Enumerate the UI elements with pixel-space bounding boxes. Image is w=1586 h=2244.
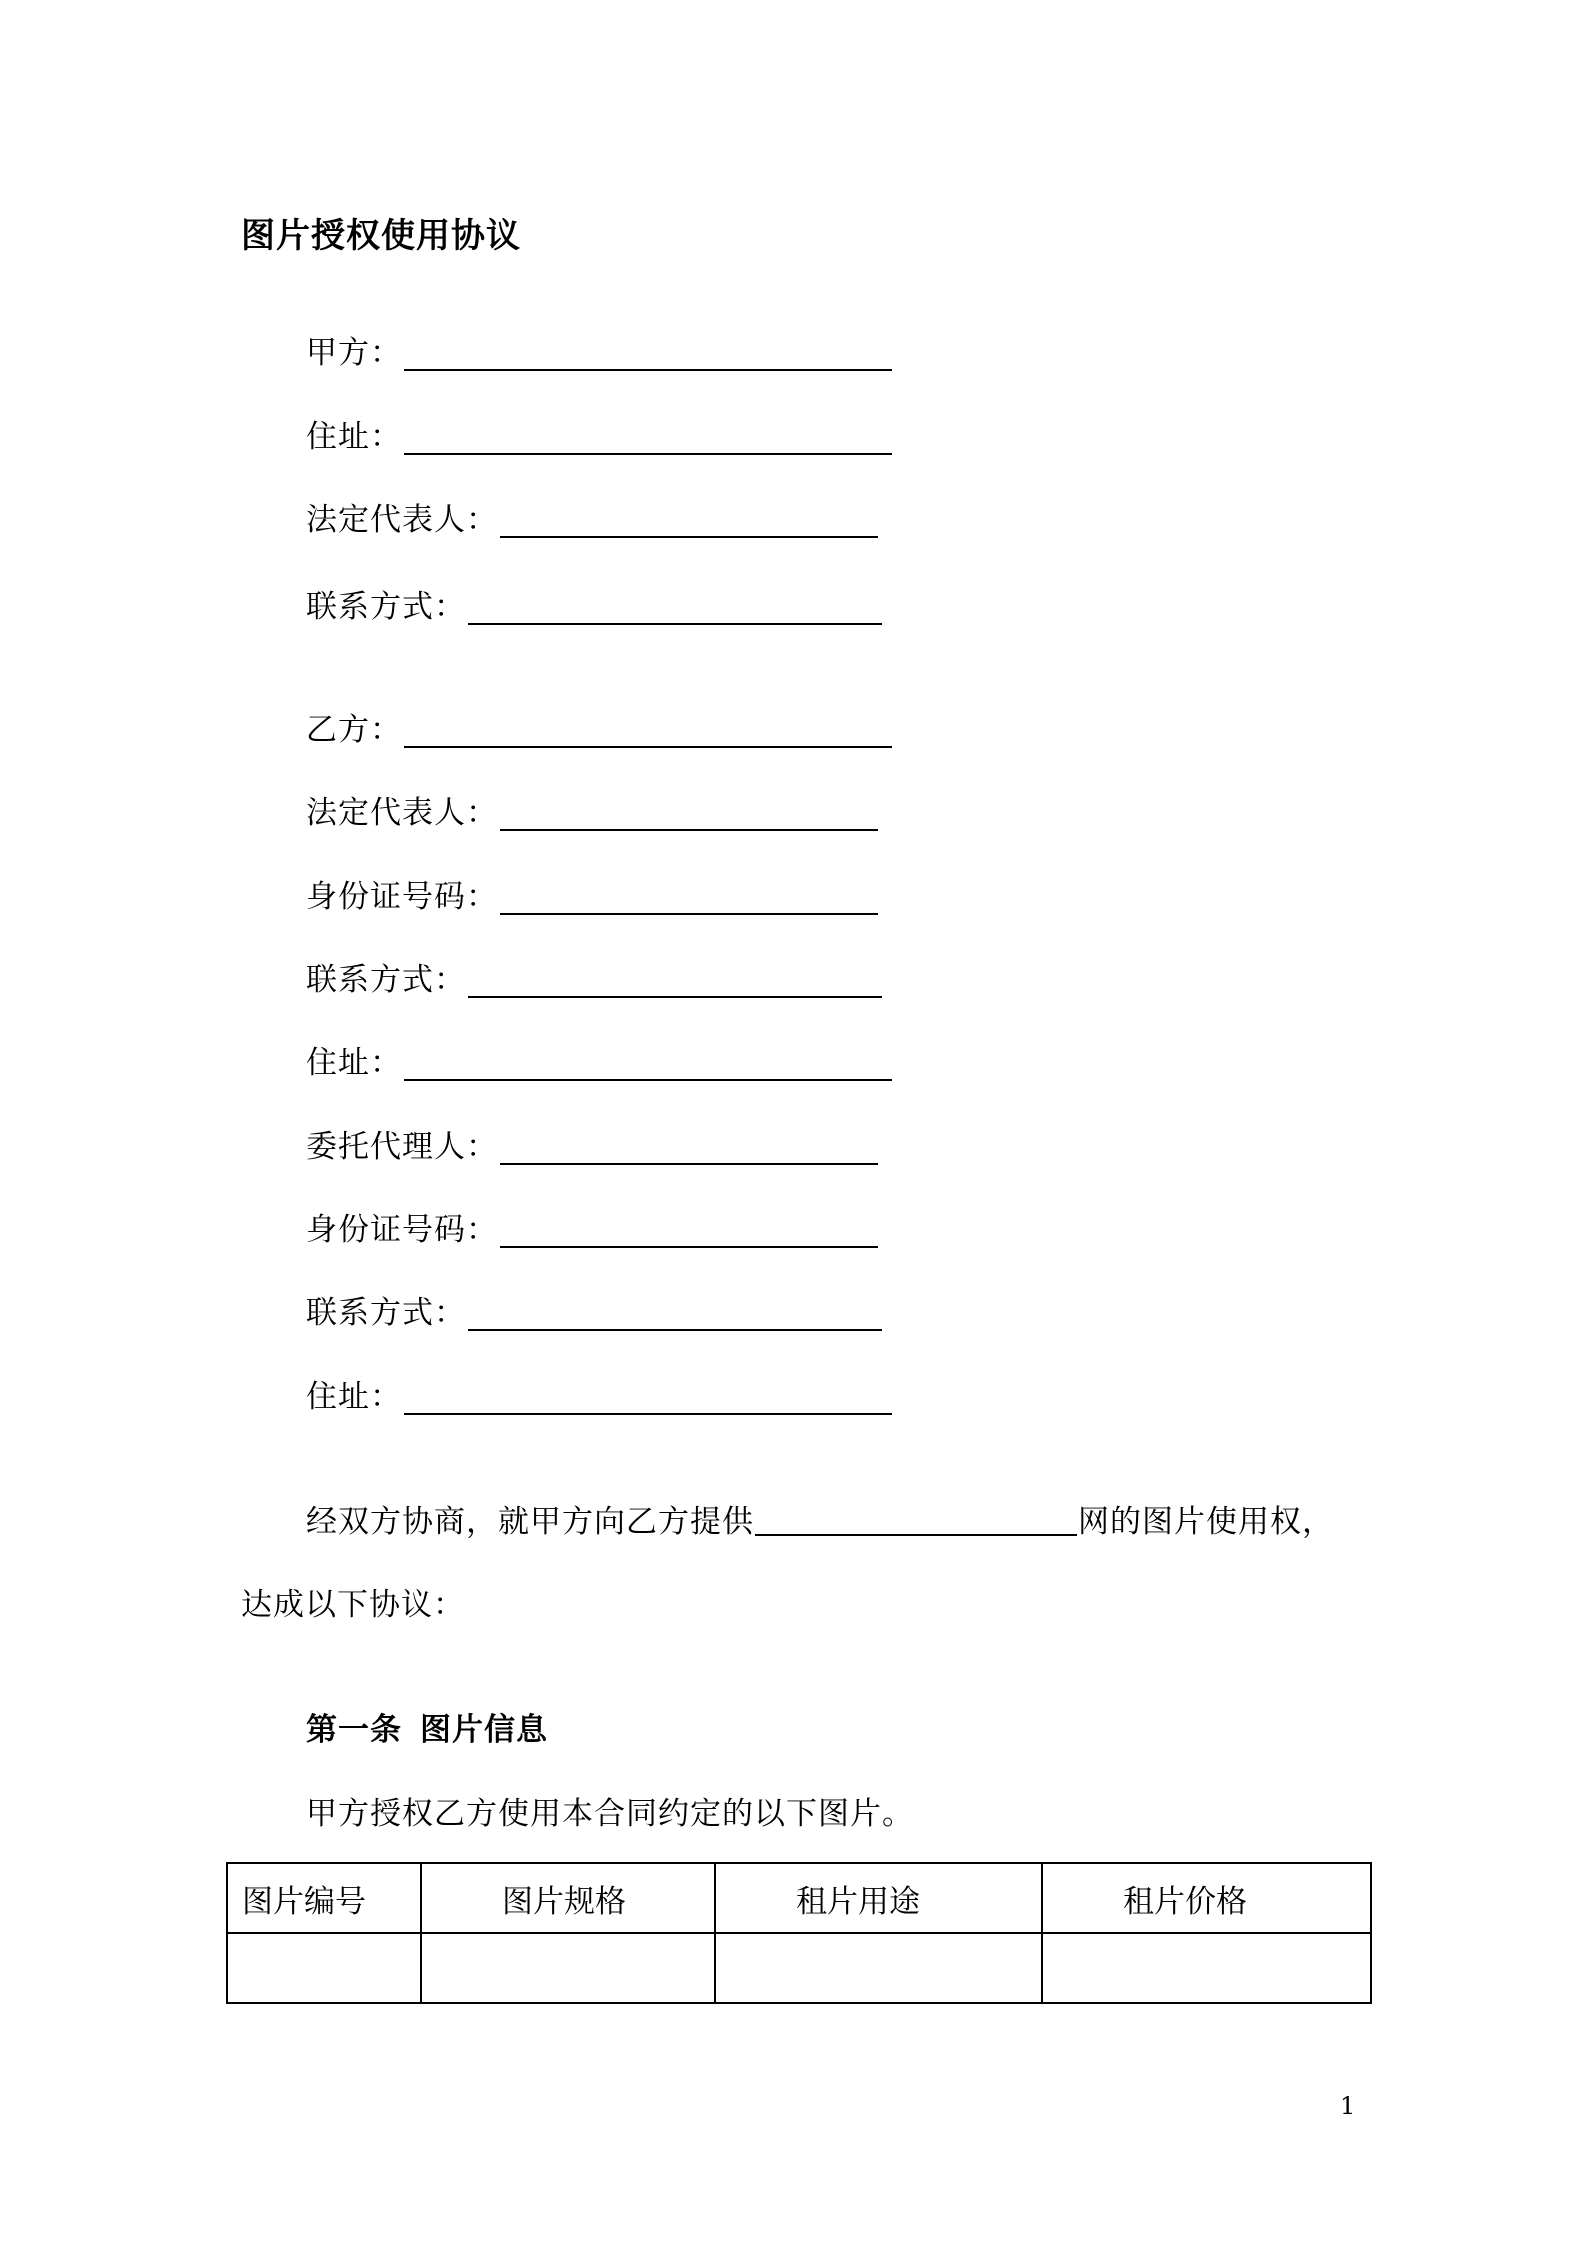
article-1-text: 甲方授权乙方使用本合同约定的以下图片。: [306, 1796, 914, 1832]
field-label: 联系方式: [306, 1295, 434, 1331]
document-title: 图片授权使用协议: [241, 216, 521, 256]
field-label: 联系方式: [306, 589, 434, 625]
table-header-cell: 图片编号: [227, 1863, 421, 1933]
field-label: 甲方: [306, 335, 370, 371]
party-b-agent-contact-field[interactable]: [306, 1293, 882, 1333]
blank-line[interactable]: [404, 1377, 892, 1415]
party-a-legal-rep-field[interactable]: [306, 500, 878, 540]
blank-line[interactable]: [404, 417, 892, 455]
blank-line[interactable]: [500, 500, 878, 538]
party-b-contact-field[interactable]: [306, 960, 882, 1000]
blank-line[interactable]: [468, 960, 882, 998]
field-separator: ：: [370, 1045, 402, 1081]
field-label: 住址: [306, 419, 370, 455]
party-b-address-field[interactable]: [306, 1043, 892, 1083]
preamble-text-after: 网的图片使用权，: [1078, 1504, 1334, 1540]
blank-line[interactable]: [404, 710, 892, 748]
field-separator: ：: [370, 1379, 402, 1415]
preamble-line-2: 达成以下协议：: [241, 1587, 465, 1623]
party-b-id-number-field[interactable]: [306, 877, 878, 917]
table-cell[interactable]: [715, 1933, 1042, 2003]
party-b-agent-address-field[interactable]: [306, 1377, 892, 1417]
table-header-row: [227, 1863, 1371, 1933]
party-a-address-field[interactable]: [306, 417, 892, 457]
field-separator: ：: [466, 795, 498, 831]
blank-line[interactable]: [500, 1210, 878, 1248]
party-b-agent-id-number-field[interactable]: [306, 1210, 878, 1250]
preamble-line-1: [306, 1502, 1334, 1542]
blank-line[interactable]: [500, 793, 878, 831]
table-header-cell: 租片价格: [1042, 1863, 1371, 1933]
article-title: 图片信息: [420, 1712, 548, 1748]
page-number: 1: [1340, 2092, 1356, 2120]
blank-line[interactable]: [404, 1043, 892, 1081]
field-label: 乙方: [306, 712, 370, 748]
party-a-contact-field[interactable]: [306, 587, 882, 627]
field-label: 身份证号码: [306, 1212, 466, 1248]
blank-line[interactable]: [500, 1127, 878, 1165]
field-separator: ：: [434, 1295, 466, 1331]
table-cell[interactable]: [421, 1933, 715, 2003]
field-label: 委托代理人: [306, 1129, 466, 1165]
website-blank-line[interactable]: [755, 1502, 1077, 1536]
article-number: 第一条: [306, 1712, 402, 1748]
picture-info-table: [226, 1862, 1372, 2004]
field-separator: ：: [466, 1212, 498, 1248]
field-label: 身份证号码: [306, 879, 466, 915]
blank-line[interactable]: [404, 333, 892, 371]
field-label: 住址: [306, 1379, 370, 1415]
preamble-text-before: 经双方协商，就甲方向乙方提供: [306, 1504, 754, 1540]
table-row: [227, 1933, 1371, 2003]
field-separator: ：: [466, 502, 498, 538]
party-b-name-field[interactable]: [306, 710, 892, 750]
article-1-heading: [306, 1710, 548, 1750]
field-separator: ：: [370, 419, 402, 455]
field-label: 联系方式: [306, 962, 434, 998]
blank-line[interactable]: [500, 877, 878, 915]
field-label: 住址: [306, 1045, 370, 1081]
table-header-cell: 图片规格: [421, 1863, 715, 1933]
table-header-cell: 租片用途: [715, 1863, 1042, 1933]
blank-line[interactable]: [468, 587, 882, 625]
party-b-agent-field[interactable]: [306, 1127, 878, 1167]
field-separator: ：: [370, 712, 402, 748]
table-cell[interactable]: [1042, 1933, 1371, 2003]
party-b-legal-rep-field[interactable]: [306, 793, 878, 833]
party-a-name-field[interactable]: [306, 333, 892, 373]
field-label: 法定代表人: [306, 795, 466, 831]
field-separator: ：: [434, 962, 466, 998]
field-separator: ：: [466, 879, 498, 915]
field-separator: ：: [370, 335, 402, 371]
blank-line[interactable]: [468, 1293, 882, 1331]
field-label: 法定代表人: [306, 502, 466, 538]
field-separator: ：: [434, 589, 466, 625]
field-separator: ：: [466, 1129, 498, 1165]
table-cell[interactable]: [227, 1933, 421, 2003]
